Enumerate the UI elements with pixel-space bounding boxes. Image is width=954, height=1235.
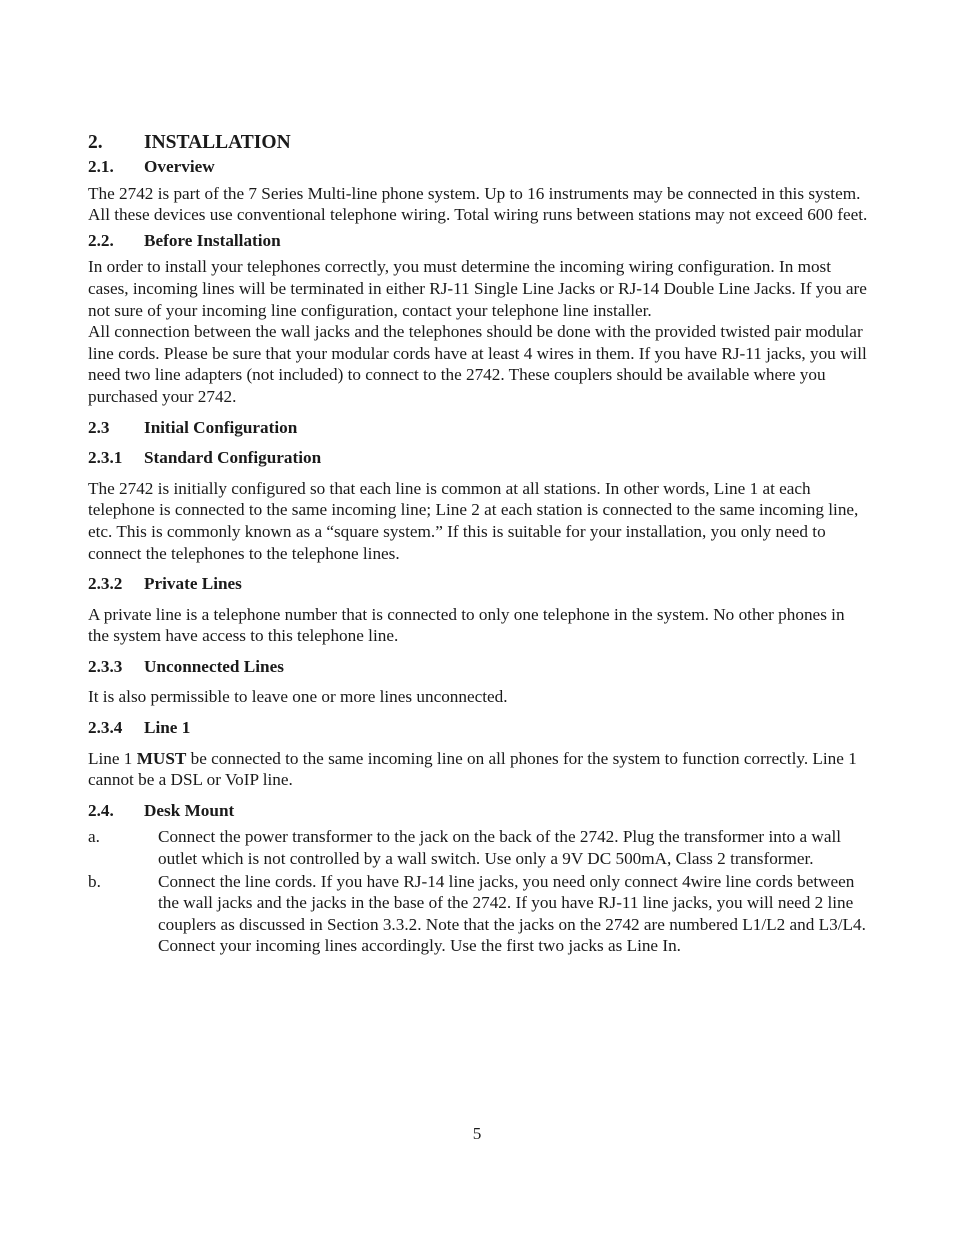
line-1-emphasis: MUST — [136, 748, 187, 768]
paragraph-overview: The 2742 is part of the 7 Series Multi-line phone system. Up to 16 instruments may be connected in this system. All these devices use conventional telephone wiring. Total wiring runs between stations may not exceed 600 feet. — [88, 183, 868, 225]
paragraph-unconnected-lines: It is also permissible to leave one or more lines unconnected. — [88, 687, 508, 707]
list-item-letter: b. — [88, 871, 101, 891]
list-item-letter: a. — [88, 827, 100, 847]
heading-initial-configuration — [88, 417, 868, 439]
heading-number: 2.3.3 — [88, 656, 123, 676]
page-number: 5 — [472, 1124, 482, 1143]
heading-number: 2.4. — [88, 800, 114, 820]
paragraph-before-installation-1: In order to install your telephones correctly, you must determine the incoming wiring configuration. In most cases, incoming lines will be terminated in either RJ-11 Single Line Jacks or RJ-14 Double Line Jacks. If you are not sure of your incoming line configuration, contact your telephone line installer. — [88, 257, 867, 320]
heading-title: Private Lines — [144, 574, 242, 594]
list-item — [88, 826, 868, 869]
heading-title: Overview — [144, 157, 215, 176]
paragraph-private-lines: A private line is a telephone number that is connected to only one telephone in the system. No other phones in the system have access to this telephone line. — [88, 604, 845, 646]
section-title: INSTALLATION — [144, 132, 291, 153]
heading-title: Unconnected Lines — [144, 656, 284, 676]
heading-private-lines — [88, 573, 868, 595]
heading-line-1 — [88, 717, 868, 739]
list-item — [88, 871, 868, 957]
heading-unconnected-lines — [88, 656, 868, 678]
paragraph-before-installation-2: All connection between the wall jacks and the telephones should be done with the provided twisted pair modular line cords. Please be sure that your modular cords have at least 4 wires in them. If you have RJ-11 jacks, you will need two line adapters (not included) to connect to the 2742. These couplers should be available where you purchased your 2742. — [88, 322, 867, 406]
heading-number: 2.1. — [88, 157, 114, 176]
heading-title: Initial Configuration — [144, 417, 298, 437]
section-heading-installation — [88, 130, 868, 156]
line-1-text-pre: Line 1 — [88, 748, 137, 768]
heading-standard-configuration — [88, 447, 868, 469]
section-number: 2. — [88, 132, 103, 153]
heading-title: Standard Configuration — [144, 448, 322, 468]
heading-title: Line 1 — [144, 718, 191, 738]
heading-title: Desk Mount — [144, 800, 235, 820]
heading-number: 2.3.4 — [88, 718, 123, 738]
line-1-text-post: be connected to the same incoming line on all phones for the system to function correctly. Line 1 cannot be a DSL or VoIP line. — [88, 748, 857, 790]
paragraph-line-1 — [88, 748, 868, 791]
document-body — [88, 130, 868, 957]
heading-number: 2.3 — [88, 417, 110, 437]
heading-number: 2.3.1 — [88, 448, 123, 468]
heading-overview — [88, 156, 868, 178]
heading-desk-mount — [88, 800, 868, 822]
paragraph-standard-configuration: The 2742 is initially configured so that each line is common at all stations. In other words, Line 1 at each telephone is connected to the same incoming line; Line 2 at each station is connected to the same incoming line, etc. This is commonly known as a “square system.” If this is suitable for your installation, you only need to connect the telephones to the telephone lines. — [88, 478, 859, 563]
heading-number: 2.2. — [88, 230, 114, 250]
list-item-text: Connect the power transformer to the jack on the back of the 2742. Plug the transformer into a wall outlet which is not controlled by a wall switch. Use only a 9V DC 500mA, Class 2 transformer. — [158, 827, 842, 869]
heading-title: Before Installation — [144, 230, 281, 250]
list-item-text: Connect the line cords. If you have RJ-14 line jacks, you need only connect 4wire line cords between the wall jacks and the jacks in the base of the 2742. If you have RJ-11 line jacks, you will need 2 line couplers as discussed in Section 3.3.2. Note that the jacks on the 2742 are numbered L1/L2 and L3/L4. Connect your incoming lines accordingly. Use the first two jacks as Line In. — [158, 871, 866, 956]
heading-before-installation — [88, 230, 868, 252]
heading-number: 2.3.2 — [88, 574, 123, 594]
